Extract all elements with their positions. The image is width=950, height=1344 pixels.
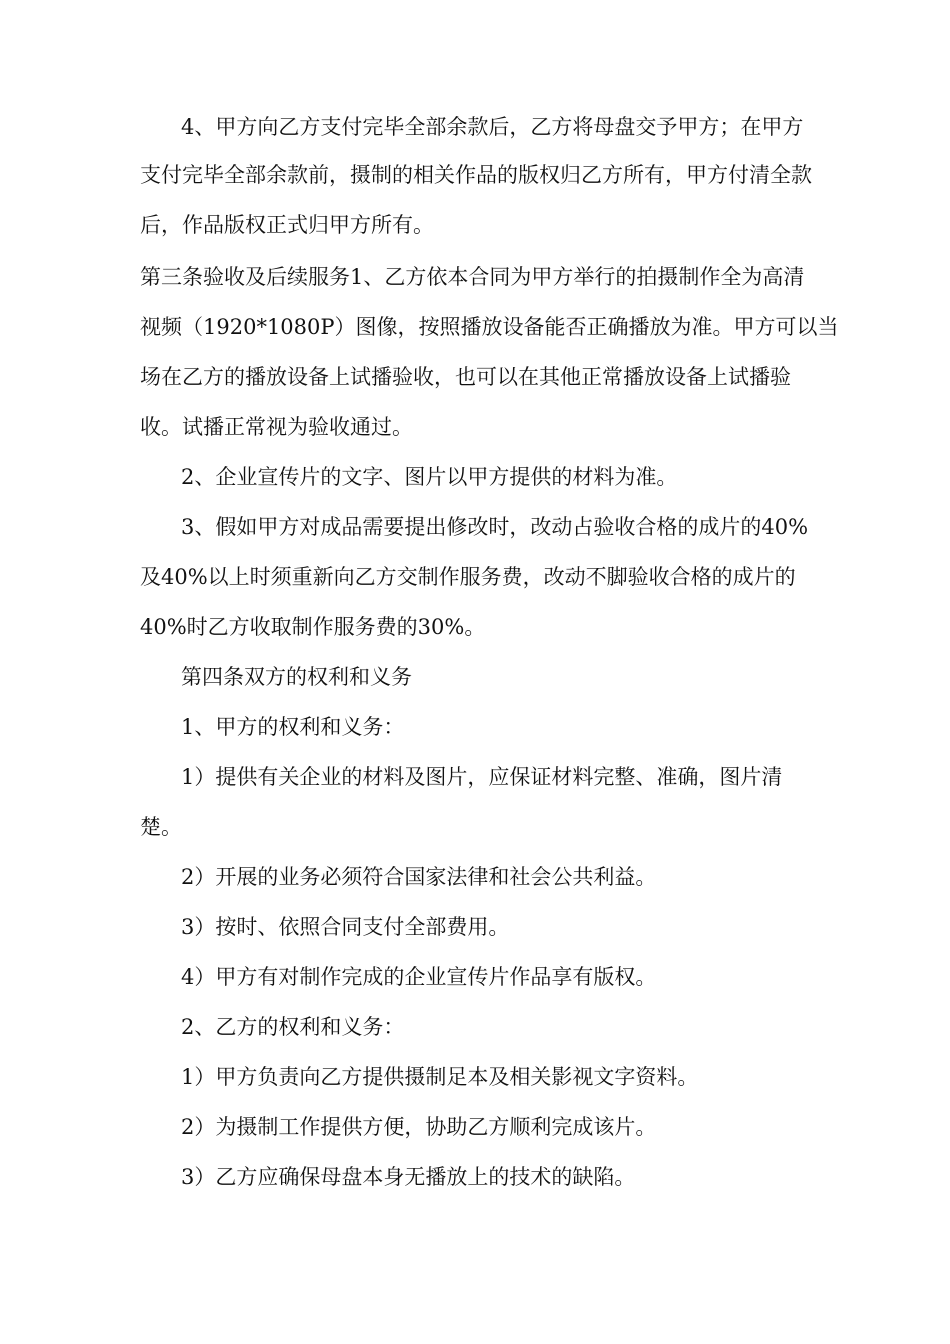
subsection-heading: 1、甲方的权利和义务：	[181, 715, 405, 739]
text-line: 收。试播正常视为验收通过。	[140, 415, 413, 439]
text-line: 视频（1920*1080P）图像，按照播放设备能否正确播放为准。甲方可以当	[140, 315, 839, 339]
list-item: 3）乙方应确保母盘本身无播放上的技术的缺陷。	[181, 1165, 636, 1189]
text-line: 支付完毕全部余款前，摄制的相关作品的版权归乙方所有，甲方付清全款	[140, 163, 812, 187]
text-line: 场在乙方的播放设备上试播验收，也可以在其他正常播放设备上试播验	[140, 365, 791, 389]
list-item: 2）为摄制工作提供方便，协助乙方顺利完成该片。	[181, 1115, 657, 1139]
list-item: 4）甲方有对制作完成的企业宣传片作品享有版权。	[181, 965, 657, 989]
subsection-heading: 2、乙方的权利和义务：	[181, 1015, 405, 1039]
list-item: 2）开展的业务必须符合国家法律和社会公共利益。	[181, 865, 657, 889]
text-line: 及40%以上时须重新向乙方交制作服务费，改动不脚验收合格的成片的	[140, 565, 796, 589]
list-item: 3）按时、依照合同支付全部费用。	[181, 915, 510, 939]
text-line: 后，作品版权正式归甲方所有。	[140, 213, 434, 237]
section-heading: 第四条双方的权利和义务	[181, 665, 412, 689]
section-heading-line: 第三条验收及后续服务1、乙方依本合同为甲方举行的拍摄制作全为高清	[140, 265, 805, 289]
text-line: 40%时乙方收取制作服务费的30%。	[140, 615, 486, 639]
list-item: 1）提供有关企业的材料及图片，应保证材料完整、准确，图片清	[181, 765, 783, 789]
list-item: 1）甲方负责向乙方提供摄制足本及相关影视文字资料。	[181, 1065, 699, 1089]
text-line: 3、假如甲方对成品需要提出修改时，改动占验收合格的成片的40%	[181, 515, 809, 539]
text-line: 4、甲方向乙方支付完毕全部余款后，乙方将母盘交予甲方；在甲方	[181, 115, 804, 139]
text-line: 2、企业宣传片的文字、图片以甲方提供的材料为准。	[181, 465, 678, 489]
text-line: 楚。	[140, 815, 182, 839]
